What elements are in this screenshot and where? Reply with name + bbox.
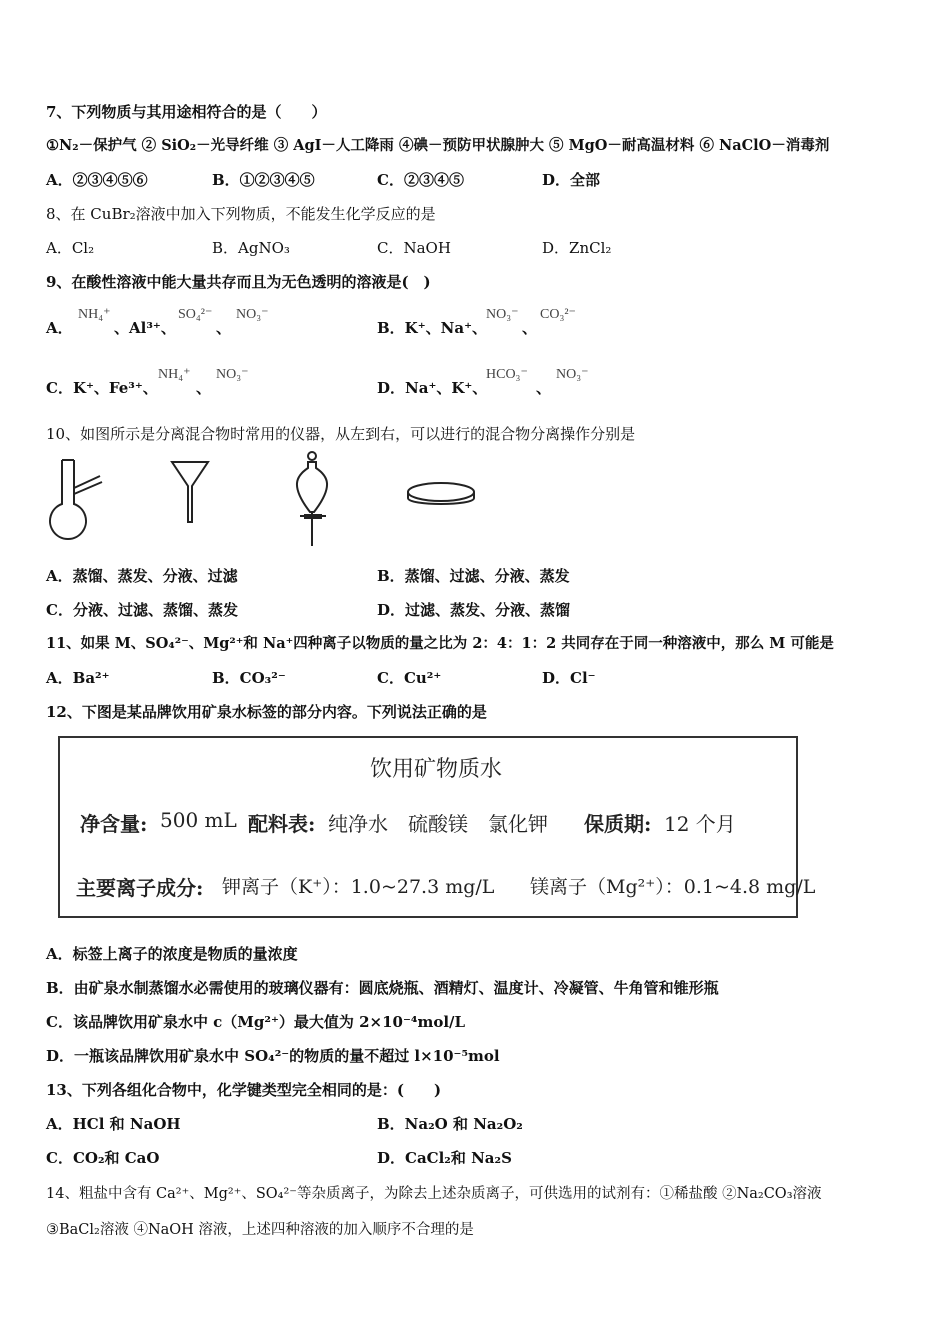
label-shelf-value: 12 个月 — [664, 812, 736, 836]
q9-stem: 9、在酸性溶液中能大量共存而且为无色透明的溶液是( ) — [46, 273, 431, 291]
q8-option-d: D．ZnCl₂ — [542, 239, 612, 257]
q9-a-text: 、Al³⁺、 — [114, 319, 176, 337]
q7-option-d: D．全部 — [542, 171, 601, 189]
q13-stem: 13、下列各组化合物中，化学键类型完全相同的是：( ) — [46, 1081, 442, 1099]
evaporating-dish-icon — [404, 478, 478, 514]
q11-option-d: D．Cl⁻ — [542, 669, 596, 687]
label-net-value: 500 mL — [160, 808, 237, 832]
q12-option-b: B．由矿泉水制蒸馏水必需使用的玻璃仪器有：圆底烧瓶、酒精灯、温度计、冷凝管、牛角管和锥形瓶 — [46, 979, 719, 997]
q9-option-b-text: B．K⁺、Na⁺、 — [377, 319, 487, 337]
q9-d-sep: 、 — [536, 379, 552, 397]
q9-d-ion-hco3: HCO₃⁻ — [486, 367, 528, 382]
distillation-flask-icon — [40, 456, 106, 542]
label-net-key: 净含量: — [80, 812, 148, 836]
q10-option-a: A．蒸馏、蒸发、分液、过滤 — [46, 567, 238, 585]
q9-a-ion-nh4: NH₄⁺ — [78, 307, 111, 322]
q10-option-b: B．蒸馏、过滤、分液、蒸发 — [377, 567, 570, 585]
q10-option-c: C．分液、过滤、蒸馏、蒸发 — [46, 601, 238, 619]
label-mg-ion: 镁离子（Mg²⁺）：0.1~4.8 mg/L — [530, 876, 816, 898]
q9-option-c-text: C．K⁺、Fe³⁺、 — [46, 379, 158, 397]
q11-stem: 11、如果 M、SO₄²⁻、Mg²⁺和 Na⁺四种离子以物质的量之比为 2：4：1：2 共同存在于同一种溶液中，那么 M 可能是 — [46, 635, 834, 652]
q8-option-a: A．Cl₂ — [46, 239, 95, 257]
q14-stem: 14、粗盐中含有 Ca²⁺、Mg²⁺、SO₄²⁻等杂质离子，为除去上述杂质离子，可供选用的试剂有：①稀盐酸 ②Na₂CO₃溶液 — [46, 1186, 822, 1202]
q9-a-ion-so4: SO₄²⁻ — [178, 307, 213, 322]
q7-stem: 7、下列物质与其用途相符合的是（ ） — [46, 103, 327, 121]
funnel-icon — [168, 458, 212, 528]
q9-c-ion-no3: NO₃⁻ — [216, 367, 249, 382]
q9-b-ion-co3: CO₃²⁻ — [540, 307, 576, 322]
q9-b-ion-no3: NO₃⁻ — [486, 307, 519, 322]
q13-option-a: A．HCl 和 NaOH — [46, 1115, 181, 1133]
label-title: 饮用矿物质水 — [370, 757, 503, 782]
label-k-ion: 钾离子（K⁺）：1.0~27.3 mg/L — [222, 876, 495, 898]
q9-a-sep: 、 — [216, 319, 232, 337]
q9-option-a-prefix: A． — [46, 319, 73, 337]
q12-option-c: C．该品牌饮用矿泉水中 c（Mg²⁺）最大值为 2×10⁻⁴mol/L — [46, 1013, 466, 1031]
q9-b-sep: 、 — [522, 319, 538, 337]
q12-stem: 12、下图是某品牌饮用矿泉水标签的部分内容。下列说法正确的是 — [46, 703, 487, 721]
mineral-water-label — [58, 736, 816, 918]
q13-option-d: D．CaCl₂和 Na₂S — [377, 1149, 512, 1167]
q9-c-sep: 、 — [196, 379, 212, 397]
q7-items: ①N₂－保护气 ② SiO₂－光导纤维 ③ AgI－人工降雨 ④碘－预防甲状腺肿大 ⑤ MgO－耐高温材料 ⑥ NaClO－消毒剂 — [46, 137, 830, 154]
label-ingredients-key: 配料表: — [248, 812, 316, 836]
q7-option-a: A．②③④⑤⑥ — [46, 171, 148, 189]
q7-option-b: B．①②③④⑤ — [212, 171, 315, 189]
q13-option-b: B．Na₂O 和 Na₂O₂ — [377, 1115, 523, 1133]
q9-c-ion-nh4: NH₄⁺ — [158, 367, 191, 382]
q13-option-c: C．CO₂和 CaO — [46, 1149, 160, 1167]
q11-option-a: A．Ba²⁺ — [46, 669, 110, 687]
label-ingredients-value: 纯净水 硫酸镁 氯化钾 — [328, 812, 548, 836]
q7-option-c: C．②③④⑤ — [377, 171, 464, 189]
q11-option-c: C．Cu²⁺ — [377, 669, 442, 687]
separatory-funnel-icon — [290, 450, 336, 550]
q10-option-d: D．过滤、蒸发、分液、蒸馏 — [377, 601, 571, 619]
q8-stem: 8、在 CuBr₂溶液中加入下列物质，不能发生化学反应的是 — [46, 205, 436, 223]
q9-a-ion-no3: NO₃⁻ — [236, 307, 269, 322]
q12-option-d: D．一瓶该品牌饮用矿泉水中 SO₄²⁻的物质的量不超过 l×10⁻⁵mol — [46, 1047, 500, 1065]
label-shelf-key: 保质期: — [584, 812, 652, 836]
q10-stem: 10、如图所示是分离混合物时常用的仪器，从左到右，可以进行的混合物分离操作分别是 — [46, 425, 636, 443]
q8-option-c: C．NaOH — [377, 239, 451, 257]
q14-stem-continued: ③BaCl₂溶液 ④NaOH 溶液，上述四种溶液的加入顺序不合理的是 — [46, 1222, 474, 1238]
q12-option-a: A．标签上离子的浓度是物质的量浓度 — [46, 945, 298, 963]
q9-option-d-text: D．Na⁺、K⁺、 — [377, 379, 488, 397]
q8-option-b: B．AgNO₃ — [212, 239, 290, 257]
q9-d-ion-no3: NO₃⁻ — [556, 367, 589, 382]
label-ions-key: 主要离子成分: — [76, 876, 204, 900]
q11-option-b: B．CO₃²⁻ — [212, 669, 286, 687]
